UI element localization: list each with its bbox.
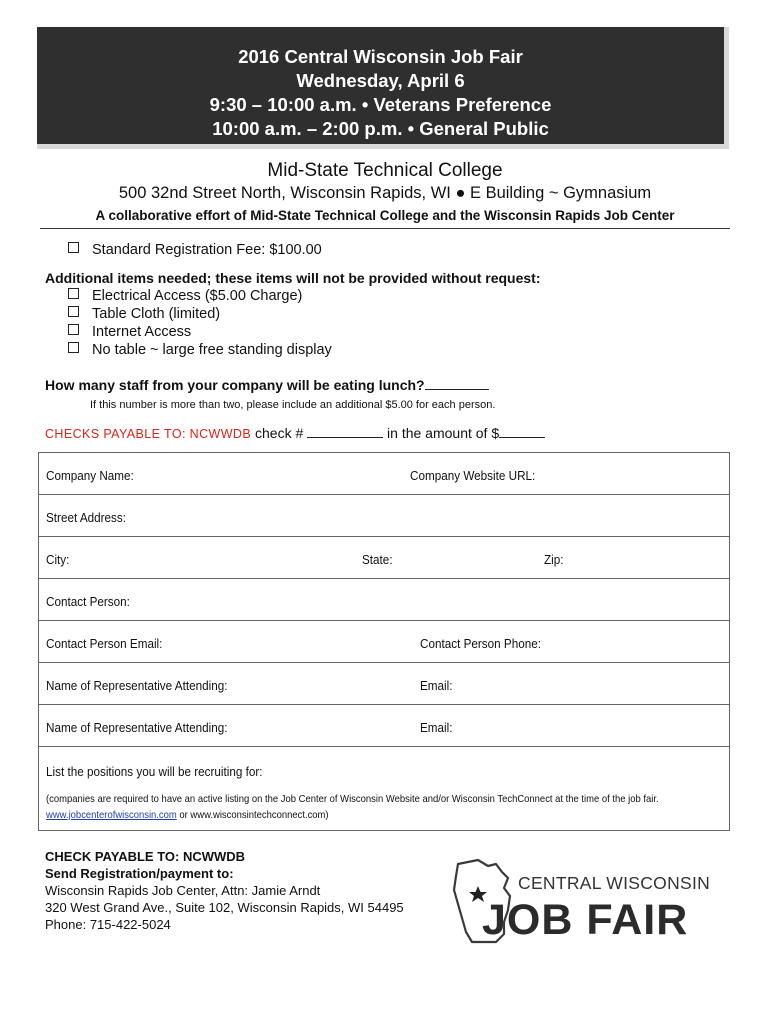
lunch-note: If this number is more than two, please include an additional $5.00 for each person. [90,399,496,411]
checkbox-icon[interactable] [68,288,79,299]
payment-send-to: Send Registration/payment to: [45,866,234,881]
positions-label: List the positions you will be recruiting for: [46,764,263,779]
contact-row[interactable]: Contact Person: [39,579,729,621]
payment-phone: Phone: 715-422-5024 [45,917,171,932]
logo-job-fair: JOB FAIR [482,896,689,944]
additional-items-heading: Additional items needed; these items will not be provided without request: [45,270,541,286]
event-header [37,27,729,149]
rep1-row[interactable]: Name of Representative Attending: Email: [39,663,729,705]
lunch-count-field[interactable] [425,377,489,390]
checkbox-icon[interactable] [68,324,79,335]
check-number-field[interactable] [307,425,383,438]
payment-recipient: Wisconsin Rapids Job Center, Attn: Jamie Arndt [45,883,321,898]
payment-payable: CHECK PAYABLE TO: NCWWDB [45,849,246,864]
event-date: Wednesday, April 6 [296,70,465,91]
venue-name: Mid-State Technical College [267,160,503,181]
option-no-table[interactable]: No table ~ large free standing display [68,342,332,358]
venue-address: 500 32nd Street North, Wisconsin Rapids, WI ● E Building ~ Gymnasium [118,184,652,202]
divider [40,228,730,229]
positions-links: www.jobcenterofwisconsin.com or www.wisconsintechconnect.com) [46,809,329,821]
payment-address: 320 West Grand Ave., Suite 102, Wisconsin Rapids, WI 54495 [45,900,404,915]
checks-payable: CHECKS PAYABLE TO: NCWWDB [45,427,252,441]
city-row[interactable]: City: State: Zip: [39,537,729,579]
jobcenter-link[interactable]: www.jobcenterofwisconsin.com [46,809,177,821]
checks-line: CHECKS PAYABLE TO: NCWWDB check # in the amount of $ [45,425,545,441]
job-fair-logo [452,858,722,948]
public-time: 10:00 a.m. – 2:00 p.m. • General Public [212,118,549,139]
checkbox-icon[interactable] [68,342,79,353]
option-internet[interactable]: Internet Access [68,324,191,340]
payment-info [45,848,404,933]
checkbox-icon[interactable] [68,242,79,253]
company-row[interactable]: Company Name: Company Website URL: [39,453,729,495]
collaboration-note: A collaborative effort of Mid-State Technical College and the Wisconsin Rapids Job Center [95,208,675,223]
contact-email-row[interactable]: Contact Person Email: Contact Person Phone: [39,621,729,663]
option-electrical[interactable]: Electrical Access ($5.00 Charge) [68,288,302,304]
amount-field[interactable] [499,425,545,438]
event-title: 2016 Central Wisconsin Job Fair [238,46,523,67]
veterans-time: 9:30 – 10:00 a.m. • Veterans Preference [209,94,552,115]
positions-note: (companies are required to have an active listing on the Job Center of Wisconsin Website and/or Wisconsin TechConnect at the time of the job fair. [46,793,659,805]
checkbox-icon[interactable] [68,306,79,317]
logo-central-wisconsin: CENTRAL WISCONSIN [518,873,711,893]
rep2-row[interactable]: Name of Representative Attending: Email: [39,705,729,747]
street-row[interactable]: Street Address: [39,495,729,537]
lunch-question: How many staff from your company will be eating lunch? [45,377,489,393]
registration-form [38,452,730,831]
registration-fee-option[interactable]: Standard Registration Fee: $100.00 [68,242,322,258]
option-tablecloth[interactable]: Table Cloth (limited) [68,306,220,322]
techconnect-link[interactable]: www.wisconsintechconnect.com) [190,809,329,821]
